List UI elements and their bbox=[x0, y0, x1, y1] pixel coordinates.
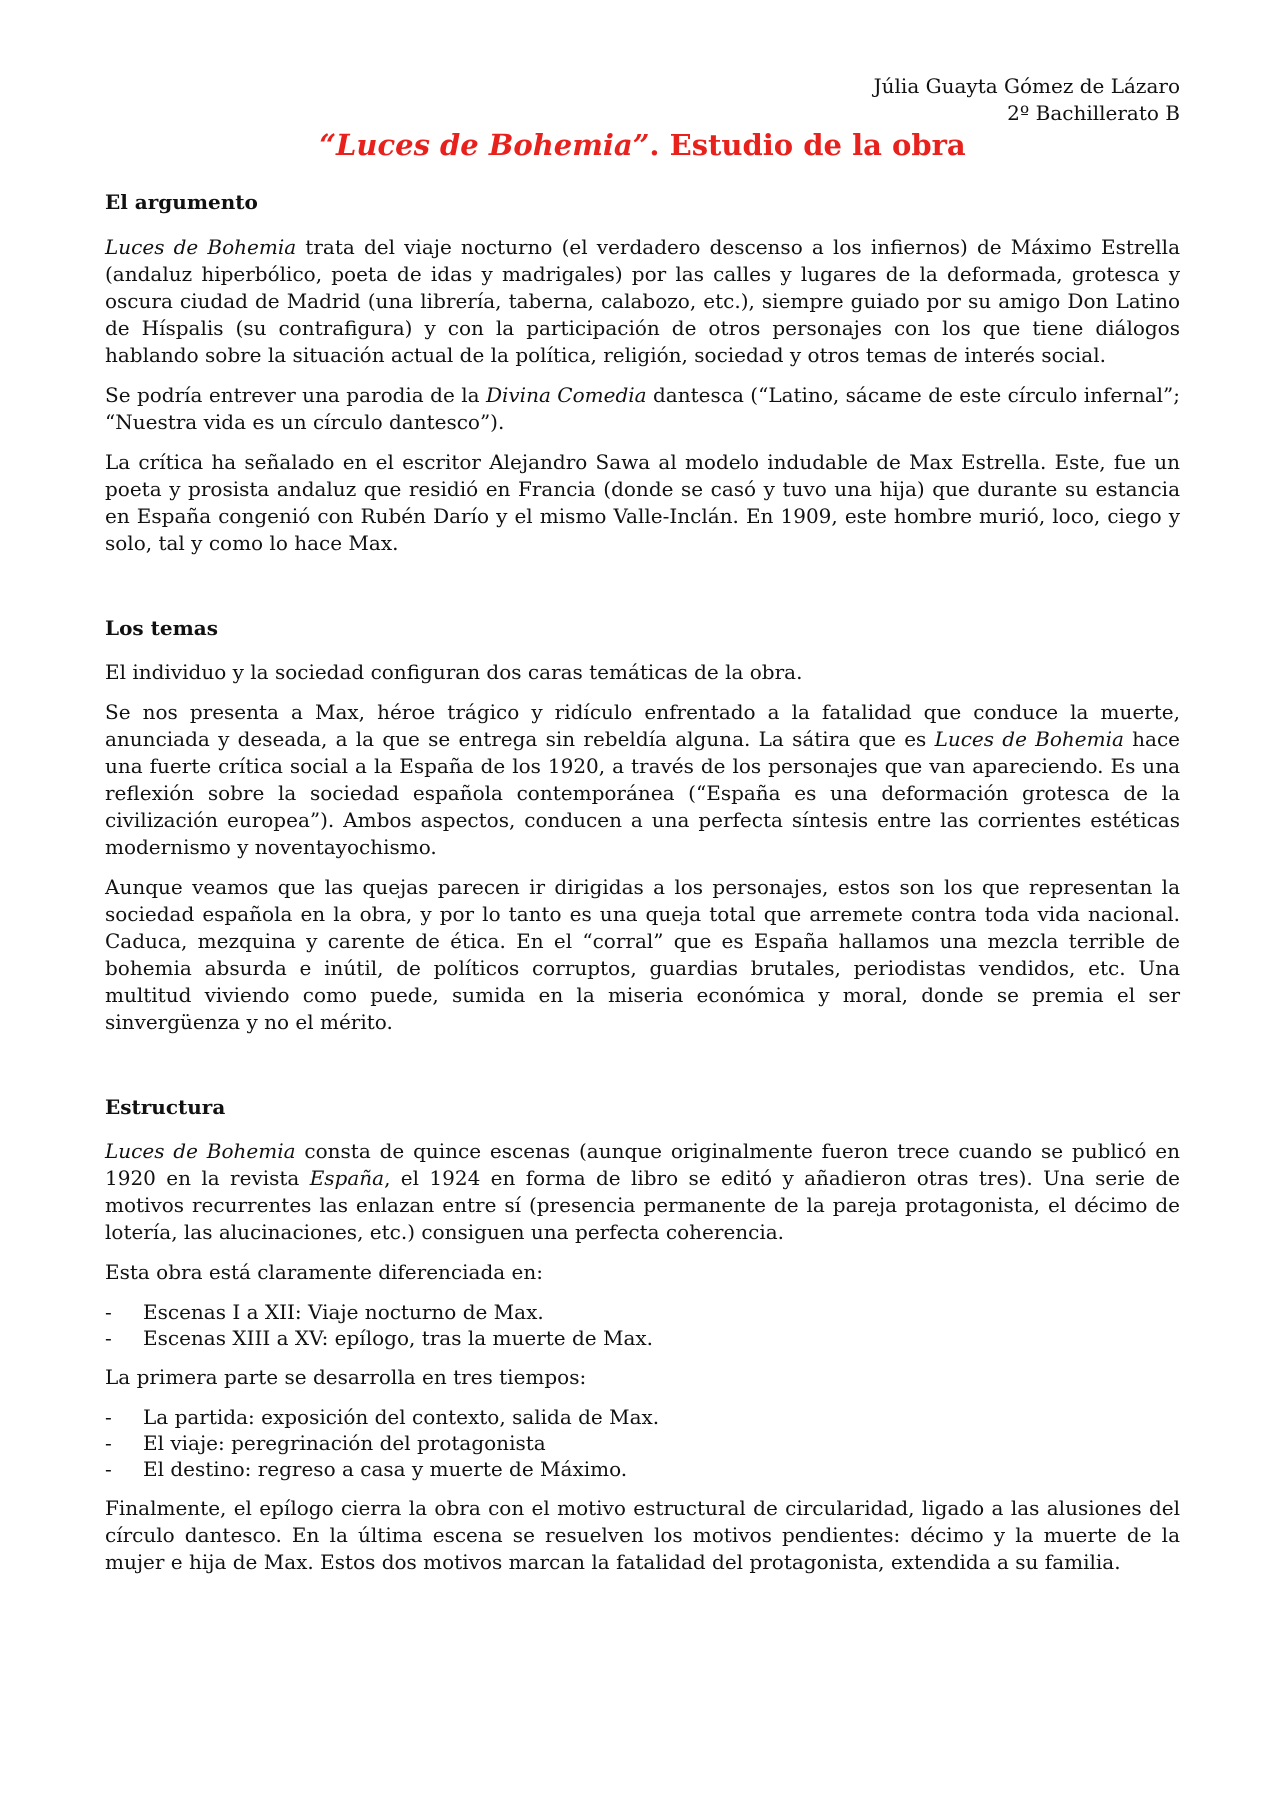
structure-list bbox=[105, 1299, 1180, 1351]
paragraph-text: trata del viaje nocturno (el verdadero descenso a los infiernos) de Máximo Estrella (andaluz hiperbólico, poeta de idas y madrigales) por las calles y lugares de la deformada, grotesca y oscura ciudad de Madrid (una librería, taberna, calabozo, etc.), siempre guiado por su amigo Don Latino de Híspalis (su contrafigura) y con la participación de otros personajes con los que tiene diálogos hablando sobre la situación actual de la política, religión, sociedad y otros temas de interés social. bbox=[105, 235, 1181, 367]
italic-title: Divina Comedia bbox=[485, 383, 647, 407]
italic-title: Luces de Bohemia bbox=[105, 1139, 296, 1163]
paragraph-text: , el 1924 en forma de libro se editó y añadieron otras tres). Una serie de motivos recurrentes las enlazan entre sí (presencia permanente de la pareja protagonista, el décimo de lotería, las alucinaciones, etc.) consiguen una perfecta coherencia. bbox=[105, 1166, 1180, 1244]
list-item: - Escenas I a XII: Viaje nocturno de Max. bbox=[105, 1299, 1180, 1325]
paragraph: El individuo y la sociedad configuran dos caras temáticas de la obra. bbox=[105, 660, 803, 684]
paragraph-text: consta de quince escenas (aunque originalmente fueron trece cuando se publicó en 1920 en la revista bbox=[105, 1139, 1180, 1190]
paragraph-text: Se podría entrever una parodia de la bbox=[105, 383, 486, 407]
paragraph bbox=[105, 234, 1180, 369]
paragraph: La primera parte se desarrolla en tres tiempos: bbox=[105, 1365, 587, 1389]
paragraph: Esta obra está claramente diferenciada en: bbox=[105, 1260, 543, 1284]
paragraph-text: dantesca (“Latino, sácame de este círculo infernal”; “Nuestra vida es un círculo dantesco”). bbox=[105, 383, 1180, 434]
list-item: - El viaje: peregrinación del protagonista bbox=[105, 1430, 1180, 1456]
paragraph bbox=[105, 699, 1180, 861]
author-name: Júlia Guayta Gómez de Lázaro bbox=[873, 74, 1180, 98]
italic-title: España bbox=[309, 1166, 385, 1190]
title-rest: . Estudio de la obra bbox=[649, 128, 966, 162]
paragraph-text: Se nos presenta a Max, héroe trágico y ridículo enfrentado a la fatalidad que conduce la muerte, anunciada y deseada, a la que se entrega sin rebeldía alguna. La sátira que es bbox=[105, 700, 1180, 751]
list-item: - El destino: regreso a casa y muerte de Máximo. bbox=[105, 1456, 1180, 1482]
italic-title: Luces de Bohemia bbox=[105, 235, 297, 259]
paragraph bbox=[105, 1138, 1180, 1246]
heading-argumento: El argumento bbox=[105, 190, 258, 214]
list-item: - Escenas XIII a XV: epílogo, tras la muerte de Max. bbox=[105, 1325, 1180, 1351]
paragraph bbox=[105, 382, 1180, 436]
heading-temas: Los temas bbox=[105, 616, 218, 640]
paragraph: La crítica ha señalado en el escritor Alejandro Sawa al modelo indudable de Max Estrella. Este, fue un poeta y prosista andaluz que residió en Francia (donde se casó y tuvo una hija) que durante su estancia en España congenió con Rubén Darío y el mismo Valle-Inclán. En 1909, este hombre murió, loco, ciego y solo, tal y como lo hace Max. bbox=[105, 450, 1180, 555]
paragraph: Aunque veamos que las quejas parecen ir dirigidas a los personajes, estos son los que representan la sociedad española en la obra, y por lo tanto es una queja total que arremete contra toda vida nacional. Caduca, mezquina y carente de ética. En el “corral” que es España hallamos una mezcla terrible de bohemia absurda e inútil, de políticos corruptos, guardias brutales, periodistas vendidos, etc. Una multitud viviendo como puede, sumida en la miseria económica y moral, donde se premia el ser sinvergüenza y no el mérito. bbox=[105, 875, 1180, 1034]
course-label: 2º Bachillerato B bbox=[1007, 101, 1180, 125]
document-title bbox=[105, 127, 1180, 163]
title-work: “Luces de Bohemia” bbox=[319, 128, 650, 162]
paragraph-text: hace una fuerte crítica social a la España de los 1920, a través de los personajes que van apareciendo. Es una reflexión sobre la sociedad española contemporánea (“España es una deformación grotesca de la civilización europea”). Ambos aspectos, conducen a una perfecta síntesis entre las corrientes estéticas modernismo y noventayochismo. bbox=[105, 727, 1180, 859]
heading-estructura: Estructura bbox=[105, 1095, 226, 1119]
paragraph: Finalmente, el epílogo cierra la obra con el motivo estructural de circularidad, ligado a las alusiones del círculo dantesco. En la última escena se resuelven los motivos pendientes: décimo y la muerte de la mujer e hija de Max. Estos dos motivos marcan la fatalidad del protagonista, extendida a su familia. bbox=[105, 1496, 1180, 1574]
italic-title: Luces de Bohemia bbox=[934, 727, 1124, 751]
list-item: - La partida: exposición del contexto, salida de Max. bbox=[105, 1404, 1180, 1430]
document-page bbox=[105, 73, 1180, 1576]
phases-list bbox=[105, 1404, 1180, 1482]
